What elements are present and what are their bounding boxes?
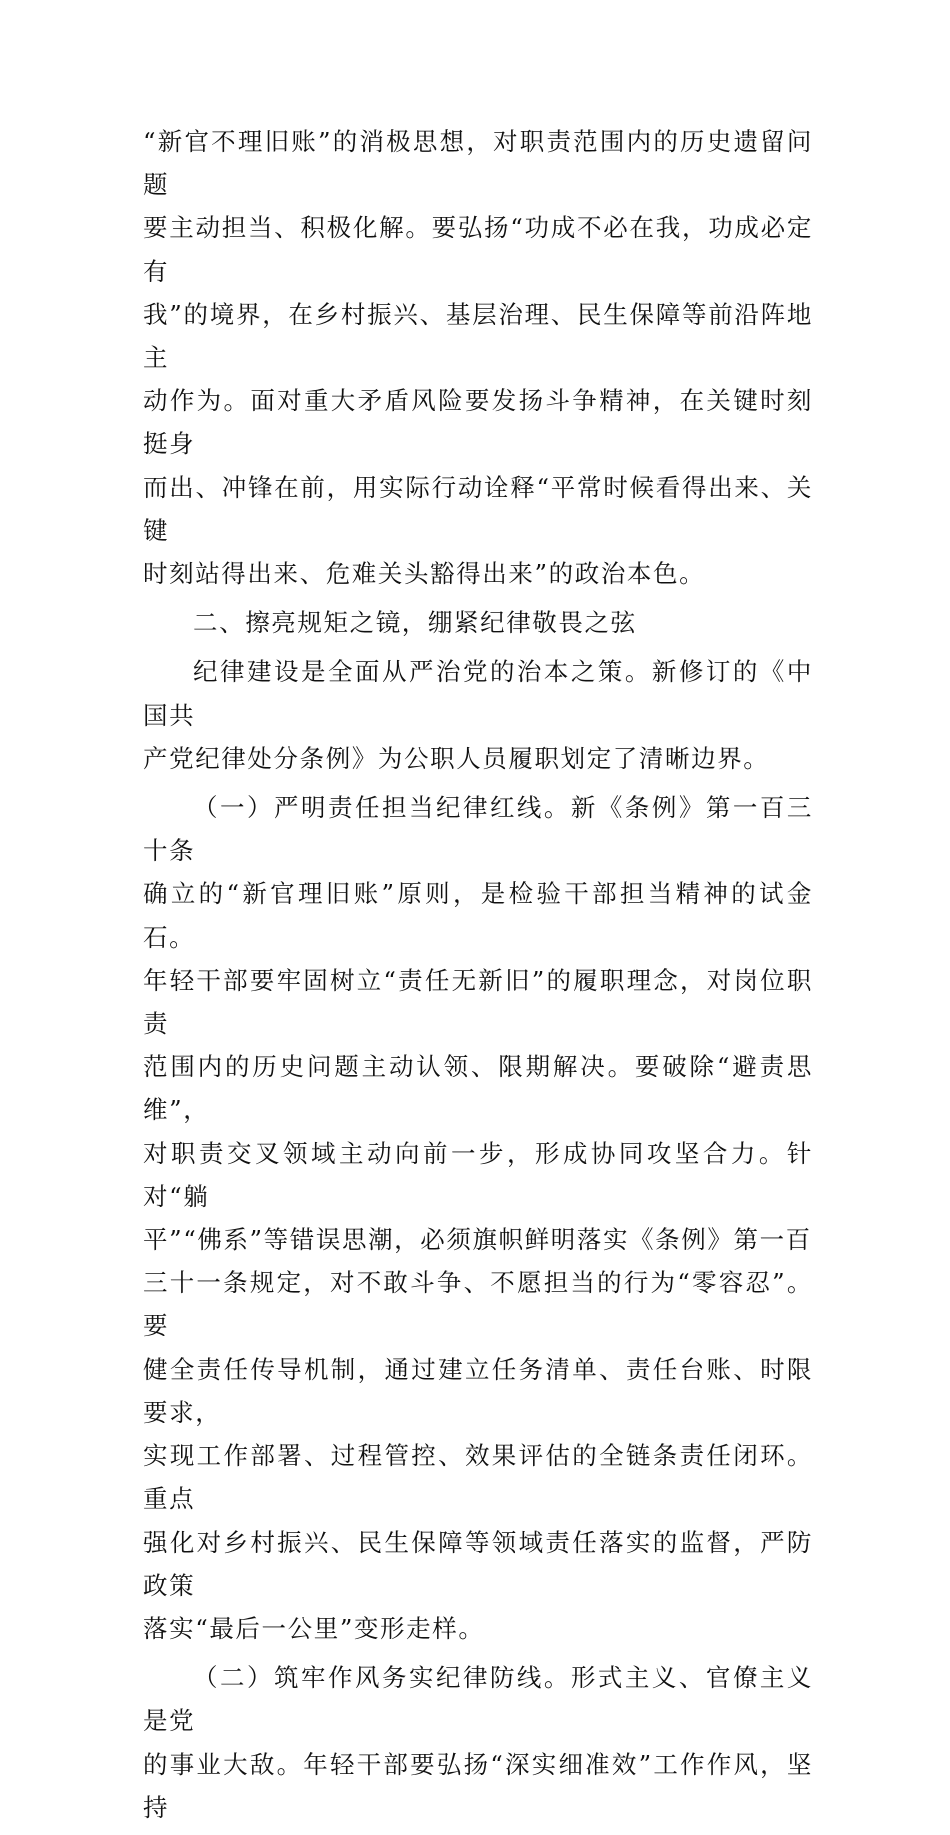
body-paragraph <box>143 786 813 1650</box>
text-line: 的事业大敌。年轻干部要弘扬“深实细准效”工作作风，坚持 <box>143 1749 813 1822</box>
text-line: 确立的“新官理旧账”原则，是检验干部担当精神的试金石。 <box>143 879 813 952</box>
body-paragraph <box>143 650 813 780</box>
text-line: 而出、冲锋在前，用实际行动诠释“平常时候看得出来、关键 <box>143 472 813 545</box>
text-line: 强化对乡村振兴、民生保障等领域责任落实的监督，严防政策 <box>143 1527 813 1600</box>
text-line: 二、擦亮规矩之镜，绷紧纪律敬畏之弦 <box>193 608 637 638</box>
text-line: （二）筑牢作风务实纪律防线。形式主义、官僚主义是党 <box>143 1663 813 1736</box>
text-line: 实现工作部署、过程管控、效果评估的全链条责任闭环。重点 <box>143 1441 813 1514</box>
text-line: 我”的境界，在乡村振兴、基层治理、民生保障等前沿阵地主 <box>143 299 813 373</box>
text-line: 要主动担当、积极化解。要弘扬“功成不必在我，功成必定有 <box>143 213 813 286</box>
text-line: 落实“最后一公里”变形走样。 <box>143 1613 485 1643</box>
text-line: 健全责任传导机制，通过建立任务清单、责任台账、时限要求， <box>143 1354 813 1427</box>
body-paragraph <box>143 1656 813 1829</box>
text-line: 动作为。面对重大矛盾风险要发扬斗争精神，在关键时刻挺身 <box>143 386 813 459</box>
text-line: 纪律建设是全面从严治党的治本之策。新修订的《中国共 <box>143 657 813 730</box>
body-paragraph <box>143 120 813 595</box>
text-line: 年轻干部要牢固树立“责任无新旧”的履职理念，对岗位职责 <box>143 965 813 1039</box>
text-line: 平”“佛系”等错误思潮，必须旗帜鲜明落实《条例》第一百 <box>143 1225 812 1255</box>
text-line: 时刻站得出来、危难关头豁得出来”的政治本色。 <box>143 559 706 589</box>
text-line: 三十一条规定，对不敢斗争、不愿担当的行为“零容忍”。要 <box>143 1268 813 1341</box>
text-line: 产党纪律处分条例》为公职人员履职划定了清晰边界。 <box>143 743 770 773</box>
section-heading <box>143 601 813 644</box>
text-line: 范围内的历史问题主动认领、限期解决。要破除“避责思维”， <box>143 1052 813 1125</box>
text-line: 对职责交叉领域主动向前一步，形成协同攻坚合力。针对“躺 <box>143 1138 813 1211</box>
text-line: （一）严明责任担当纪律红线。新《条例》第一百三十条 <box>143 793 813 866</box>
text-line: “新官不理旧账”的消极思想，对职责范围内的历史遗留问题 <box>143 127 813 200</box>
document-body <box>143 120 813 1835</box>
